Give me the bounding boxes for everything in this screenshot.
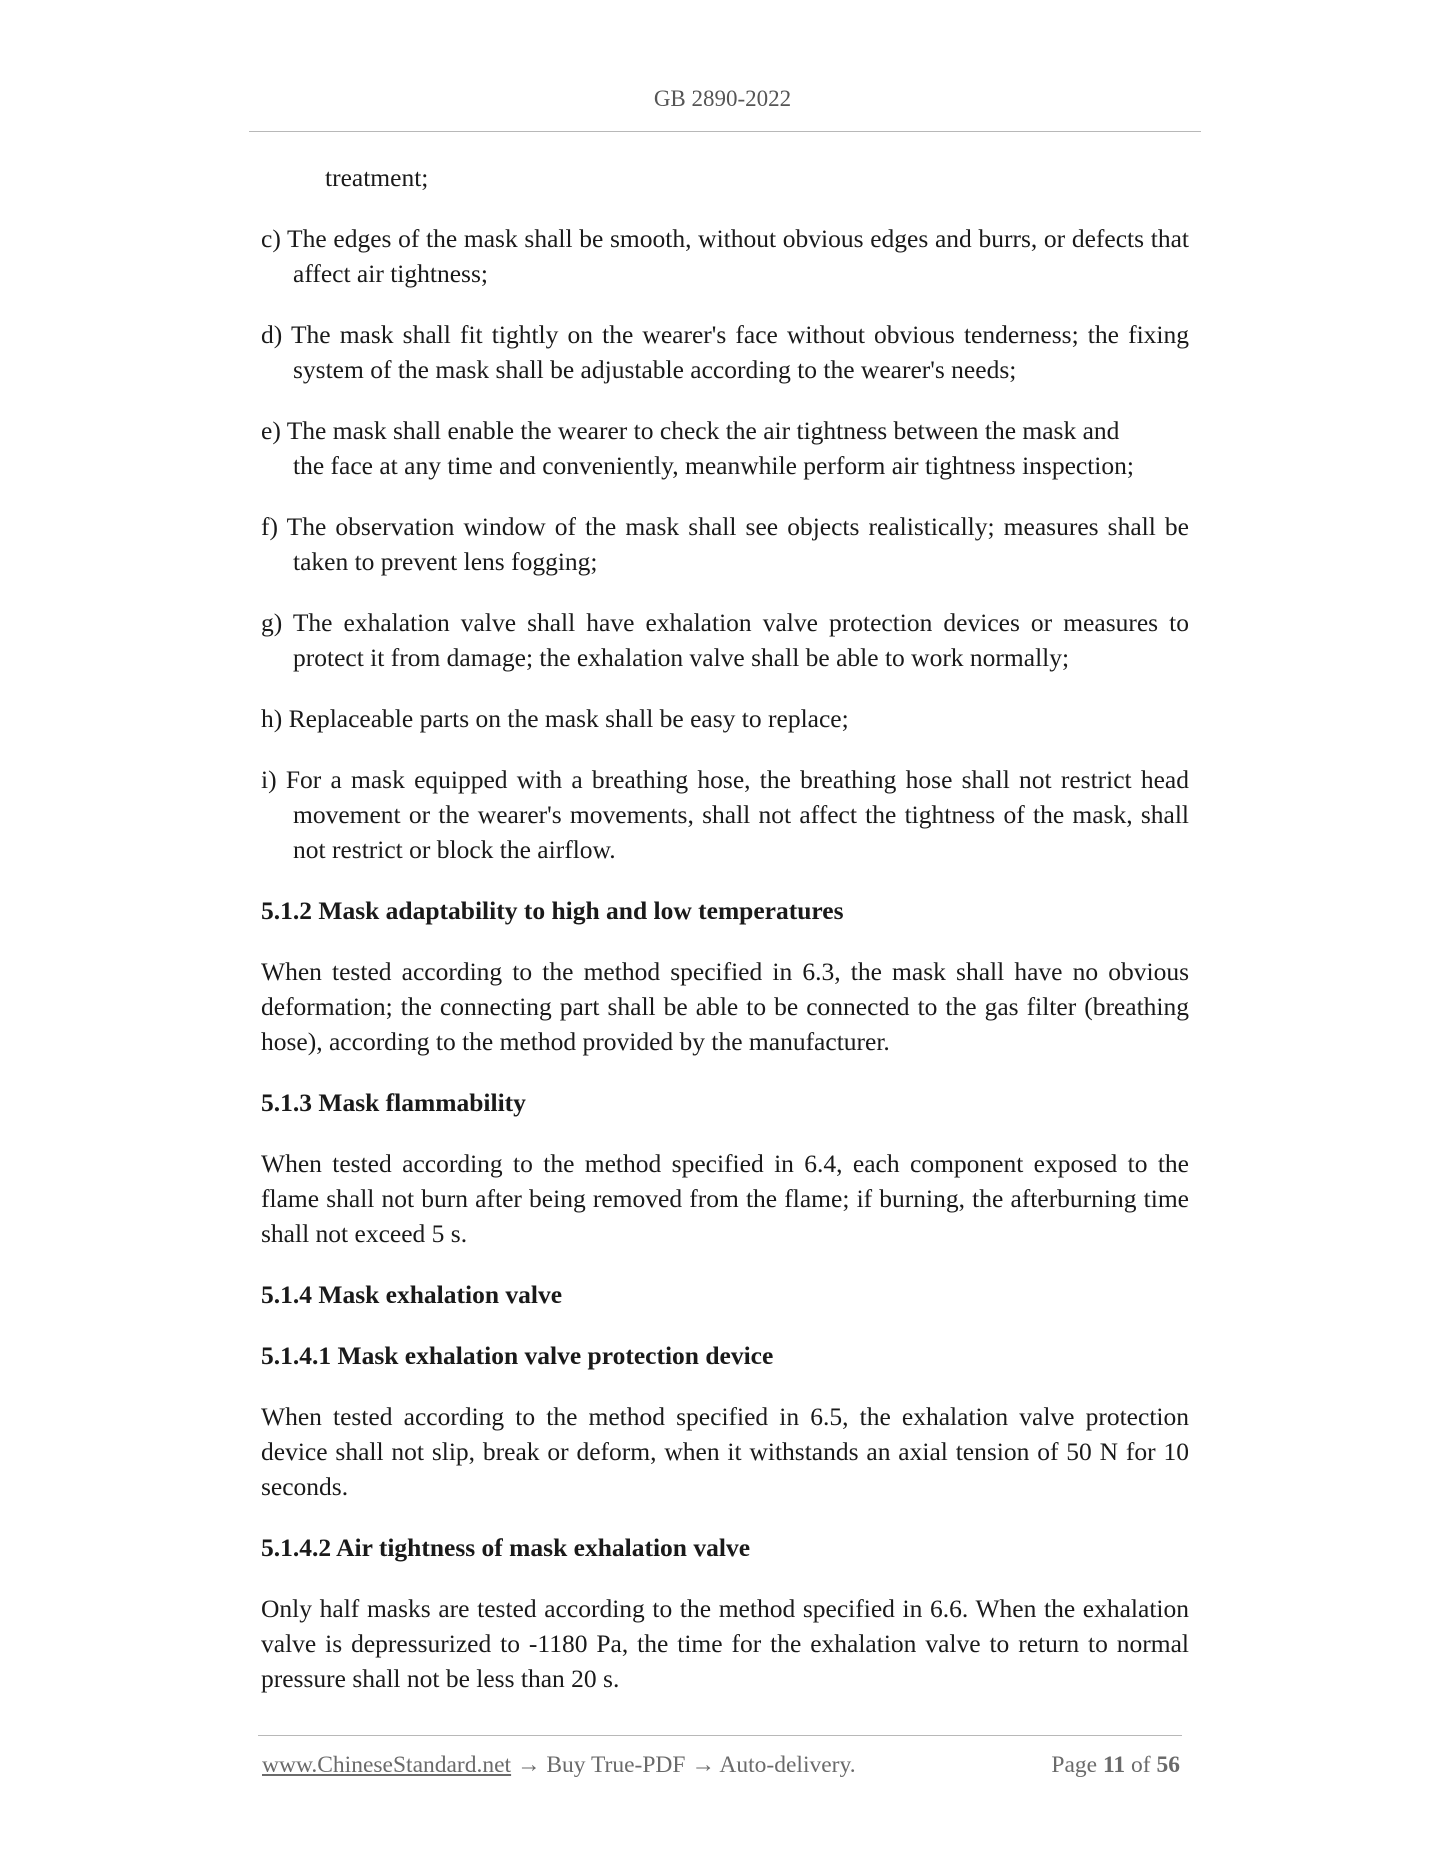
list-item-text: the face at any time and conveniently, meanwhile perform air tightness inspection; — [293, 451, 1134, 480]
section-heading-5-1-4-1: 5.1.4.1 Mask exhalation valve protection device — [261, 1341, 774, 1370]
list-item-label: d) — [261, 320, 283, 349]
continuation-text: treatment; — [325, 163, 429, 192]
list-item-text: The mask shall enable the wearer to check the air tightness between the mask and — [286, 416, 1120, 445]
section-heading-5-1-4: 5.1.4 Mask exhalation valve — [261, 1280, 563, 1309]
current-page: 11 — [1102, 1752, 1126, 1778]
document-body — [261, 160, 1189, 1722]
buy-true-pdf-text: Buy True-PDF — [546, 1752, 686, 1778]
list-item-c — [261, 221, 1189, 291]
website-link[interactable]: www.ChineseStandard.net — [262, 1752, 512, 1778]
auto-delivery-text: Auto-delivery. — [719, 1752, 856, 1778]
document-header-title: GB 2890-2022 — [653, 86, 792, 111]
list-item-g — [261, 605, 1189, 675]
list-item-h — [261, 701, 1189, 736]
footer-promo — [262, 1752, 856, 1779]
section-heading-5-1-2: 5.1.2 Mask adaptability to high and low temperatures — [261, 896, 844, 925]
right-arrow-icon: → — [516, 1752, 541, 1778]
list-item-label: h) — [261, 704, 283, 733]
list-item-d — [261, 317, 1189, 387]
section-body-5-1-4-2: Only half masks are tested according to the method specified in 6.6. When the exhalation valve is depressurized to -1180 Pa, the time for the exhalation valve to return to normal pressure shall not be less than 20 s. — [261, 1594, 1189, 1693]
list-item-label: c) — [261, 224, 281, 253]
list-item-text: For a mask equipped with a breathing hose, the breathing hose shall not restrict head movement or the wearer's movements, shall not affect the tightness of the mask, shall not restrict or block the airflow. — [285, 765, 1189, 864]
page-label: Page — [1051, 1752, 1098, 1778]
section-body-5-1-3: When tested according to the method specified in 6.4, each component exposed to the flame shall not burn after being removed from the flame; if burning, the afterburning time shall not exceed 5 s. — [261, 1149, 1189, 1248]
list-item-text: The exhalation valve shall have exhalation valve protection devices or measures to protect it from damage; the exhalation valve shall be able to work normally; — [292, 608, 1189, 672]
list-item-text: The edges of the mask shall be smooth, without obvious edges and burrs, or defects that affect air tightness; — [287, 224, 1189, 288]
page-number — [1051, 1752, 1180, 1779]
total-pages: 56 — [1156, 1752, 1180, 1778]
section-body-5-1-2: When tested according to the method specified in 6.3, the mask shall have no obvious deformation; the connecting part shall be able to be connected to the gas filter (breathing hose), according to the method provided by the manufacturer. — [261, 957, 1189, 1056]
list-item-text: The observation window of the mask shall see objects realistically; measures shall be taken to prevent lens fogging; — [286, 512, 1189, 576]
list-item-label: i) — [261, 765, 277, 794]
right-arrow-icon: → — [691, 1752, 715, 1778]
list-item-label: f) — [261, 512, 278, 541]
list-item-f — [261, 509, 1189, 579]
section-body-5-1-4-1: When tested according to the method specified in 6.5, the exhalation valve protection device shall not slip, break or deform, when it withstands an axial tension of 50 N for 10 seconds. — [261, 1402, 1189, 1501]
list-item-label: g) — [261, 608, 283, 637]
list-item-label: e) — [261, 416, 281, 445]
footer-divider — [258, 1735, 1182, 1736]
section-heading-5-1-3: 5.1.3 Mask flammability — [261, 1088, 526, 1117]
header-divider — [249, 131, 1201, 132]
list-item-text: Replaceable parts on the mask shall be easy to replace; — [288, 704, 849, 733]
section-heading-5-1-4-2: 5.1.4.2 Air tightness of mask exhalation valve — [261, 1533, 751, 1562]
list-item-text: The mask shall fit tightly on the wearer's face without obvious tenderness; the fixing system of the mask shall be adjustable according to the wearer's needs; — [290, 320, 1189, 384]
list-item-i — [261, 762, 1189, 867]
list-item-e — [261, 413, 1189, 483]
of-label: of — [1131, 1752, 1151, 1778]
